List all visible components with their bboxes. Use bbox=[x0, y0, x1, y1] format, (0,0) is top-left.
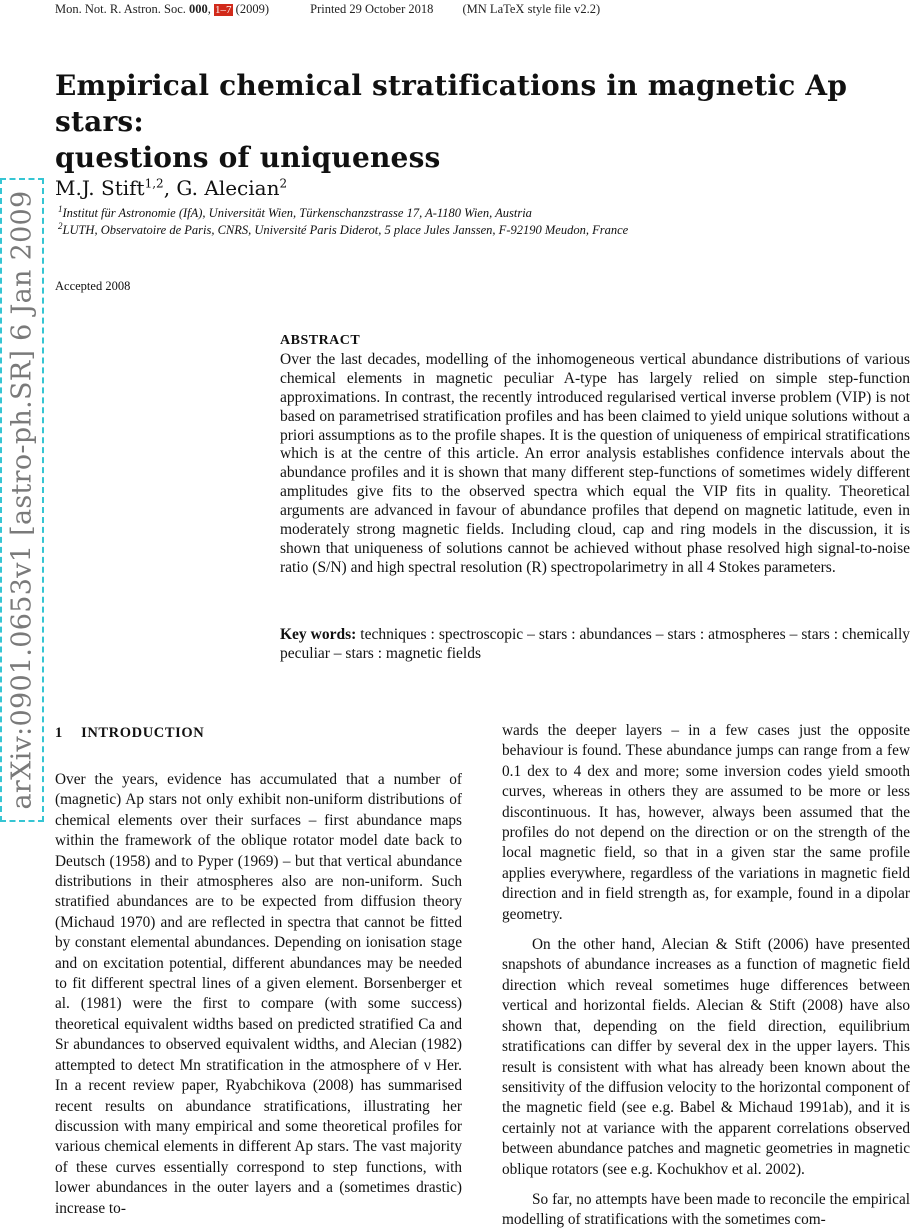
page-range-link[interactable]: 1–7 bbox=[215, 4, 232, 16]
affiliation-2-number: 2 bbox=[58, 221, 63, 231]
section-title: INTRODUCTION bbox=[81, 725, 205, 741]
author-list bbox=[55, 176, 287, 200]
affiliation-2 bbox=[58, 221, 628, 238]
affiliation-1 bbox=[58, 204, 532, 221]
style-file-note: (MN LaTeX style file v2.2) bbox=[462, 2, 601, 16]
running-header: Mon. Not. R. Astron. Soc. 000, 1–7 (2009) Printed 29 October 2018 (MN LaTeX style file v2.2) bbox=[55, 2, 601, 16]
author-1-affil-marker: 1,2 bbox=[144, 176, 164, 191]
arxiv-sidebar-link[interactable] bbox=[0, 178, 44, 822]
body-column-left bbox=[55, 770, 462, 1219]
printed-date: Printed 29 October 2018 bbox=[310, 2, 434, 16]
abstract-text: Over the last decades, modelling of the inhomogeneous vertical abundance distributions of various chemical elements in magnetic peculiar A-type has largely relied on simple step-function approximations. In contrast, the recently introduced regularised vertical inverse problem (VIP) is not based on parametrised stratification profiles and has been claimed to yield unique solutions without a priori assumptions as to the profile shapes. It is the question of uniqueness of empirical stratifications which is at the centre of this article. An error analysis establishes confidence intervals about the abundance profiles and it is shown that many different step-functions of sometimes widely different amplitudes give fits to the observed spectra which equal the VIP fits in quality. Theoretical arguments are advanced in favour of abundance profiles that depend on magnetic latitude, even in moderately strong magnetic fields. Including cloud, cap and ring models in the discussion, it is shown that uniqueness of solutions cannot be achieved without phase resolved high signal-to-noise ratio (S/N) and high spectral resolution (R) spectropolarimetry in all 4 Stokes parameters. bbox=[280, 350, 910, 576]
abstract-heading: ABSTRACT bbox=[280, 333, 361, 348]
affiliation-2-text: LUTH, Observatoire de Paris, CNRS, Université Paris Diderot, 5 place Jules Janssen, F-92190 Meudon, France bbox=[62, 223, 629, 238]
paper-title bbox=[55, 68, 912, 176]
intro-paragraph-2: On the other hand, Alecian & Stift (2006) have presented snapshots of abundance increases as a function of magnetic field direction which reveal sometimes huge differences between vertical and horizontal fields. Alecian & Stift (2008) have also shown that, depending on the field direction, equilibrium stratifications can differ by several dex in the upper layers. This result is consistent with what has already been known about the sensitivity of the diffusion velocity to the horizontal component of the magnetic field (see e.g. Babel & Michaud 1991ab), and it is certainly not at variance with the apparent correlations observed between abundance patches and magnetic geometries in magnetic oblique rotators (see e.g. Kochukhov et al. 2002). bbox=[502, 936, 910, 1178]
journal-volume: 000 bbox=[189, 2, 208, 16]
affiliation-1-text: Institut für Astronomie (IfA), Universität Wien, Türkenschanzstrasse 17, A-1180 Wien, Austria bbox=[62, 206, 532, 221]
author-2: G. Alecian bbox=[176, 176, 280, 200]
intro-paragraph-1-continued: wards the deeper layers – in a few cases just the opposite behaviour is found. These abundance jumps can range from a few 0.1 dex to 4 dex and more; some inversion codes yield smooth curves, whereas in others they are assumed to be more or less discontinuous. It has, however, always been assumed that the profiles do not depend on the direction or on the strength of the local magnetic field, so that in a given star the same profile applies everywhere, regardless of the variations in magnetic field direction and in field strength as, for example, found in a dipolar geometry. bbox=[502, 722, 910, 923]
affiliation-1-number: 1 bbox=[58, 204, 63, 214]
section-number: 1 bbox=[55, 725, 63, 741]
keywords-label: Key words: bbox=[280, 626, 357, 643]
arxiv-identifier: arXiv:0901.0653v1 [astro-ph.SR] 6 Jan 2009 bbox=[6, 190, 38, 810]
abstract-block bbox=[280, 332, 910, 578]
title-line-2: questions of uniqueness bbox=[55, 141, 441, 174]
author-separator: , bbox=[163, 176, 177, 200]
keywords-text: techniques : spectroscopic – stars : abundances – stars : atmospheres – stars : chemically peculiar – stars : magnetic fields bbox=[280, 626, 911, 662]
accepted-date: Accepted 2008 bbox=[55, 279, 131, 293]
intro-paragraph-1: Over the years, evidence has accumulated that a number of (magnetic) Ap stars not only exhibit non-uniform distributions of chemical elements over their surfaces – first abundance maps within the framework of the oblique rotator model date back to Deutsch (1958) and to Pyper (1969) – but that vertical abundance distributions in their atmospheres also are non-uniform. Such stratified abundances are to be expected from diffusion theory (Michaud 1970) and are reflected in spectra that cannot be fitted by constant elemental abundances. Depending on ionisation stage and on excitation potential, different abundances may be needed to fit different spectral lines of a given element. Borsenberger et al. (1981) were the first to compare (with some success) theoretical equivalent widths based on predicted stratified Ca and Sr abundances to observed equivalent widths, and Alecian (1982) attempted to detect Mn stratification in the atmosphere of ν Her. In a recent review paper, Ryabchikova (2008) has summarised recent results on abundance stratifications, illustrating her discussion with many empirical and some theoretical profiles for various chemical elements in different Ap stars. The vast majority of these curves essentially correspond to step functions, with lower abundances in the outer layers and a (sometimes drastic) increase to- bbox=[55, 771, 462, 1217]
body-column-right bbox=[502, 721, 910, 1231]
title-line-1: Empirical chemical stratifications in magnetic Ap stars: bbox=[55, 69, 848, 138]
journal-year: (2009) bbox=[235, 2, 269, 16]
author-2-affil-marker: 2 bbox=[279, 176, 288, 191]
intro-paragraph-3: So far, no attempts have been made to reconcile the empirical modelling of stratifications with the sometimes com- bbox=[502, 1190, 910, 1229]
journal-name: Mon. Not. R. Astron. Soc. bbox=[55, 2, 186, 16]
keywords-block bbox=[280, 626, 910, 664]
section-heading bbox=[55, 725, 204, 742]
author-1: M.J. Stift bbox=[55, 176, 145, 200]
